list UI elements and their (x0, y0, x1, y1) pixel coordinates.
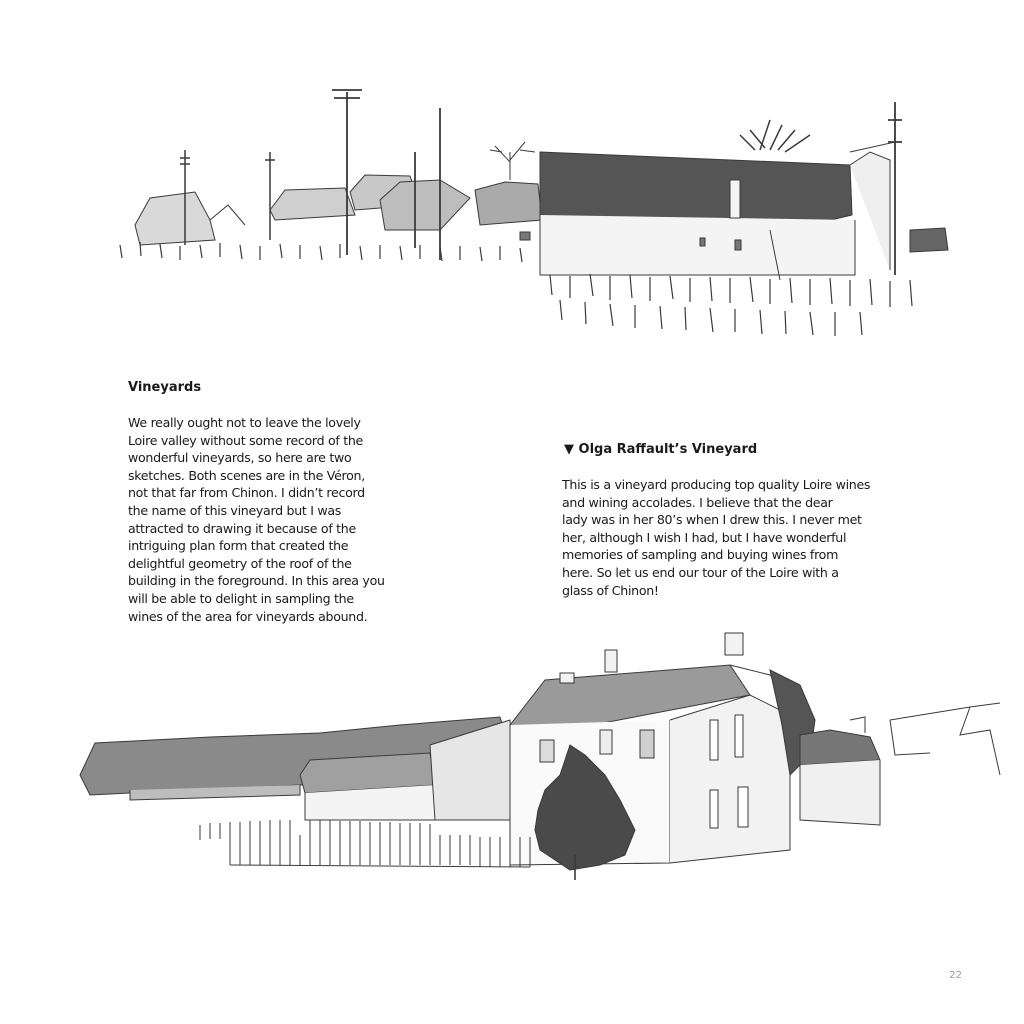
vineyard-sketch-top (110, 80, 955, 340)
paragraph-line: glass of Chinon! (562, 582, 659, 598)
paragraph-line: delightful geometry of the roof of the (128, 555, 352, 571)
paragraph-line: here. So let us end our tour of the Loire with a (562, 564, 839, 580)
paragraph-line: This is a vineyard producing top quality Loire wines (562, 477, 871, 492)
paragraph-line: lady was in her 80’s when I drew this. I never met (562, 512, 862, 528)
paragraph-line: memories of sampling and buying wines from (562, 547, 839, 563)
paragraph-line: wines of the area for vineyards abound. (128, 608, 368, 624)
paragraph-line: the name of this vineyard but I was (128, 502, 342, 518)
olga-raffault-paragraph (562, 476, 942, 599)
paragraph-line: sketches. Both scenes are in the Véron, (128, 467, 365, 483)
paragraph-line: building in the foreground. In this area you (128, 573, 385, 589)
paragraph-line: wonderful vineyards, so here are two (128, 450, 352, 466)
vineyards-paragraph (128, 414, 438, 625)
vineyards-heading: Vineyards (128, 380, 202, 395)
farmhouse-sketch-bottom (70, 625, 1005, 895)
olga-raffault-heading: ▼ Olga Raffault’s Vineyard (564, 442, 758, 457)
paragraph-line: and wining accolades. I believe that the dear (562, 494, 833, 510)
paragraph-line: her, although I wish I had, but I have wonderful (562, 529, 847, 545)
paragraph-line: Loire valley without some record of the (128, 432, 363, 448)
page-number: 22 (949, 970, 962, 981)
paragraph-line: intriguing plan form that created the (128, 538, 349, 554)
paragraph-line: We really ought not to leave the lovely (128, 415, 361, 430)
paragraph-line: not that far from Chinon. I didn’t record (128, 485, 365, 501)
paragraph-line: will be able to delight in sampling the (128, 590, 354, 606)
paragraph-line: attracted to drawing it because of the (128, 520, 356, 536)
